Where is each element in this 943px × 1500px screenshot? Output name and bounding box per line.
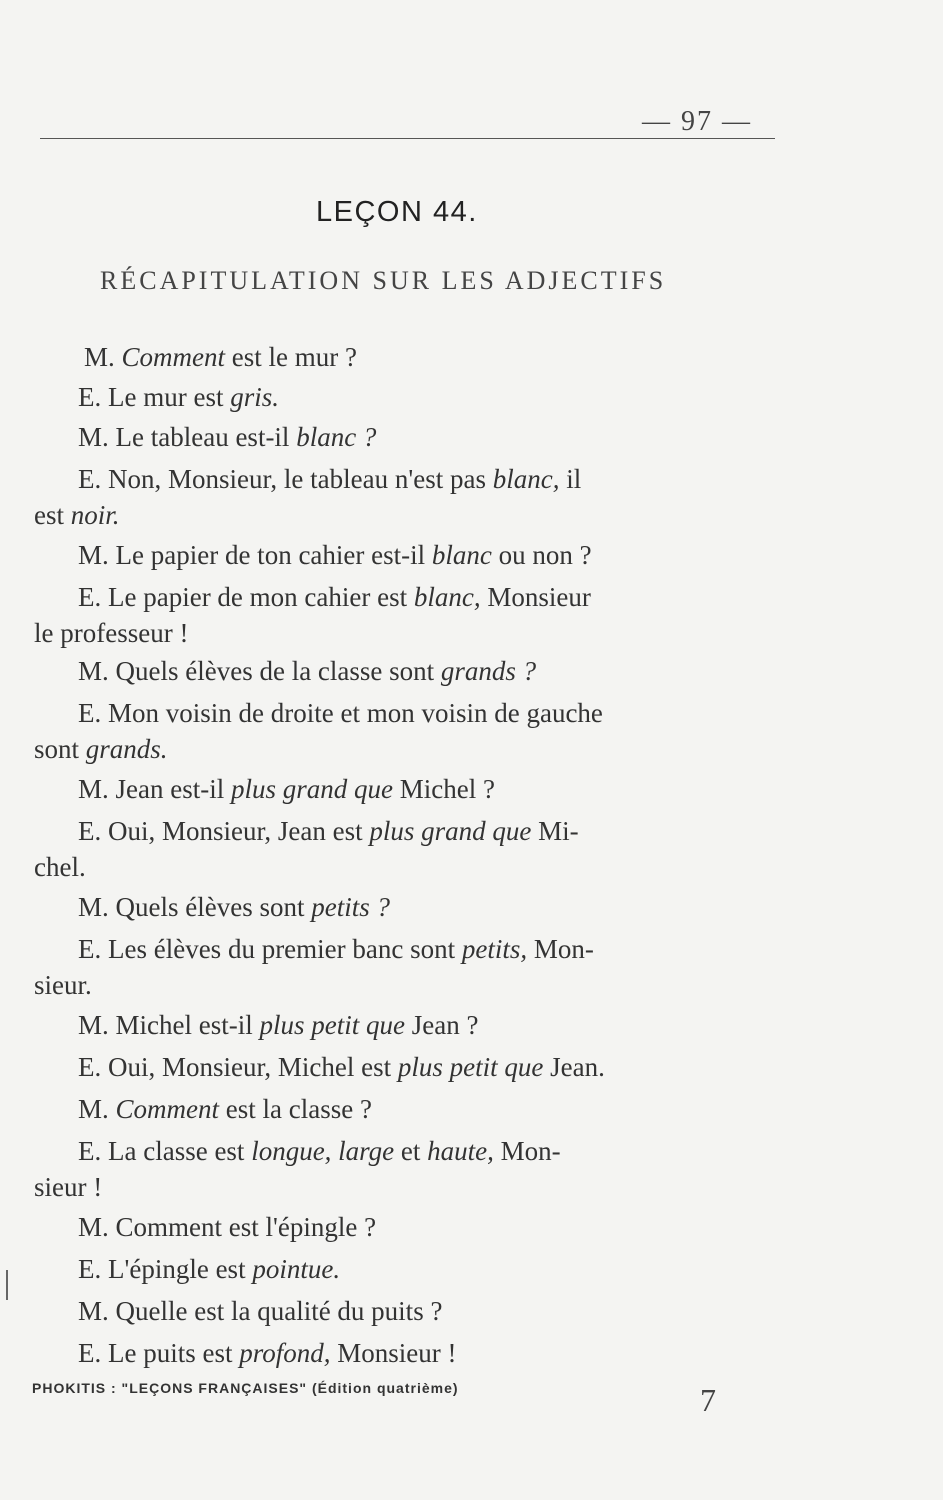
adjective-text: plus grand que	[230, 774, 393, 804]
adjective-text: Comment	[115, 1094, 220, 1124]
dialogue-line	[78, 698, 603, 729]
adjective-text: blanc,	[492, 464, 560, 494]
speaker-label: E.	[78, 1052, 102, 1082]
dialogue-line	[84, 342, 357, 373]
dialogue-line-continuation	[34, 618, 188, 649]
speaker-label: M.	[78, 1094, 109, 1124]
page-edge-mark	[6, 1270, 8, 1300]
adjective-text: haute,	[427, 1136, 494, 1166]
line-text: Oui, Monsieur, Michel est	[108, 1052, 398, 1082]
line-text: Jean ?	[404, 1010, 479, 1040]
dialogue-line-continuation	[34, 734, 168, 765]
line-text: chel.	[34, 852, 86, 882]
adjective-text: grands ?	[440, 656, 537, 686]
adjective-text: petits ?	[311, 892, 390, 922]
adjective-text: Comment	[121, 342, 226, 372]
speaker-label: E.	[78, 1136, 102, 1166]
line-text: sieur !	[34, 1172, 103, 1202]
dialogue-line	[78, 1052, 605, 1083]
dialogue-line	[78, 1212, 376, 1243]
dialogue-line	[78, 892, 390, 923]
dialogue-line	[78, 1136, 561, 1167]
dialogue-line	[78, 774, 495, 805]
dialogue-line-continuation	[34, 500, 120, 531]
adjective-text: blanc ?	[296, 422, 377, 452]
adjective-text: gris.	[230, 382, 279, 412]
adjective-text: plus petit que	[259, 1010, 405, 1040]
line-text: ou non ?	[491, 540, 592, 570]
dialogue-line-continuation	[34, 970, 92, 1001]
speaker-label: E.	[78, 382, 102, 412]
line-text: Monsieur !	[330, 1338, 457, 1368]
dialogue-line	[78, 1094, 372, 1125]
adjective-text: petits,	[461, 934, 528, 964]
adjective-text: noir.	[70, 500, 120, 530]
line-text: est la classe ?	[219, 1094, 372, 1124]
line-text: Comment est l'épingle ?	[115, 1212, 377, 1242]
line-text: Oui, Monsieur, Jean est	[108, 816, 370, 846]
line-text: il	[559, 464, 582, 494]
lesson-subtitle: RÉCAPITULATION SUR LES ADJECTIFS	[100, 266, 667, 295]
page-number: — 97 —	[642, 106, 752, 137]
speaker-label: M.	[84, 342, 115, 372]
lesson-title: LEÇON 44.	[316, 196, 478, 228]
speaker-label: E.	[78, 582, 102, 612]
line-text: Michel est-il	[115, 1010, 260, 1040]
speaker-label: M.	[78, 1296, 109, 1326]
line-text: Jean.	[543, 1052, 605, 1082]
adjective-text: plus grand que	[369, 816, 532, 846]
line-text: Jean est-il	[115, 774, 231, 804]
line-text: Les élèves du premier banc sont	[108, 934, 462, 964]
line-text: Monsieur	[480, 582, 591, 612]
dialogue-line-continuation	[34, 1172, 102, 1203]
dialogue-line	[78, 934, 594, 965]
adjective-text: pointue.	[252, 1254, 341, 1284]
line-text: est	[34, 500, 71, 530]
line-text: Michel ?	[392, 774, 495, 804]
speaker-label: M.	[78, 422, 109, 452]
line-text: est le mur ?	[225, 342, 357, 372]
sheet-number: 7	[700, 1382, 716, 1418]
speaker-label: M.	[78, 774, 109, 804]
speaker-label: M.	[78, 1010, 109, 1040]
adjective-text: plus petit que	[397, 1052, 544, 1082]
footer-credit: PHOKITIS : "LEÇONS FRANÇAISES" (Édition quatrième)	[32, 1380, 459, 1396]
line-text: Le tableau est-il	[115, 422, 297, 452]
speaker-label: M.	[78, 540, 109, 570]
adjective-text: grands.	[85, 734, 168, 764]
line-text: et	[394, 1136, 428, 1166]
dialogue-line	[78, 382, 279, 413]
speaker-label: M.	[78, 1212, 109, 1242]
line-text: L'épingle est	[108, 1254, 253, 1284]
line-text: Non, Monsieur, le tableau n'est pas	[108, 464, 493, 494]
dialogue-line	[78, 1254, 340, 1285]
line-text: Quelle est la qualité du puits ?	[115, 1296, 443, 1326]
dialogue-line	[78, 816, 579, 847]
line-text: Le puits est	[108, 1338, 240, 1368]
speaker-label: E.	[78, 464, 102, 494]
dialogue-line	[78, 540, 592, 571]
line-text: sont	[34, 734, 86, 764]
dialogue-line	[78, 1338, 456, 1369]
line-text: Mi-	[531, 816, 579, 846]
speaker-label: E.	[78, 816, 102, 846]
speaker-label: E.	[78, 1254, 102, 1284]
line-text: Le papier de mon cahier est	[108, 582, 414, 612]
dialogue-line-continuation	[34, 852, 86, 883]
header-rule	[40, 138, 775, 139]
dialogue-line	[78, 1296, 442, 1327]
dialogue-line	[78, 656, 536, 687]
line-text: Mon voisin de droite et mon voisin de gauche	[108, 698, 603, 728]
speaker-label: M.	[78, 656, 109, 686]
line-text: Mon-	[527, 934, 594, 964]
speaker-label: M.	[78, 892, 109, 922]
line-text: Mon-	[493, 1136, 561, 1166]
dialogue-line	[78, 464, 581, 495]
dialogue-line	[78, 582, 591, 613]
line-text: sieur.	[34, 970, 92, 1000]
adjective-text: blanc,	[413, 582, 481, 612]
speaker-label: E.	[78, 934, 102, 964]
dialogue-line	[78, 1010, 478, 1041]
line-text: Le papier de ton cahier est-il	[115, 540, 432, 570]
adjective-text: longue, large	[251, 1136, 395, 1166]
adjective-text: profond,	[239, 1338, 331, 1368]
speaker-label: E.	[78, 1338, 102, 1368]
line-text: Le mur est	[108, 382, 231, 412]
speaker-label: E.	[78, 698, 102, 728]
line-text: Quels élèves sont	[115, 892, 312, 922]
dialogue-line	[78, 422, 376, 453]
line-text: Quels élèves de la classe sont	[115, 656, 441, 686]
adjective-text: blanc	[431, 540, 492, 570]
line-text: La classe est	[108, 1136, 252, 1166]
line-text: le professeur !	[34, 618, 189, 648]
